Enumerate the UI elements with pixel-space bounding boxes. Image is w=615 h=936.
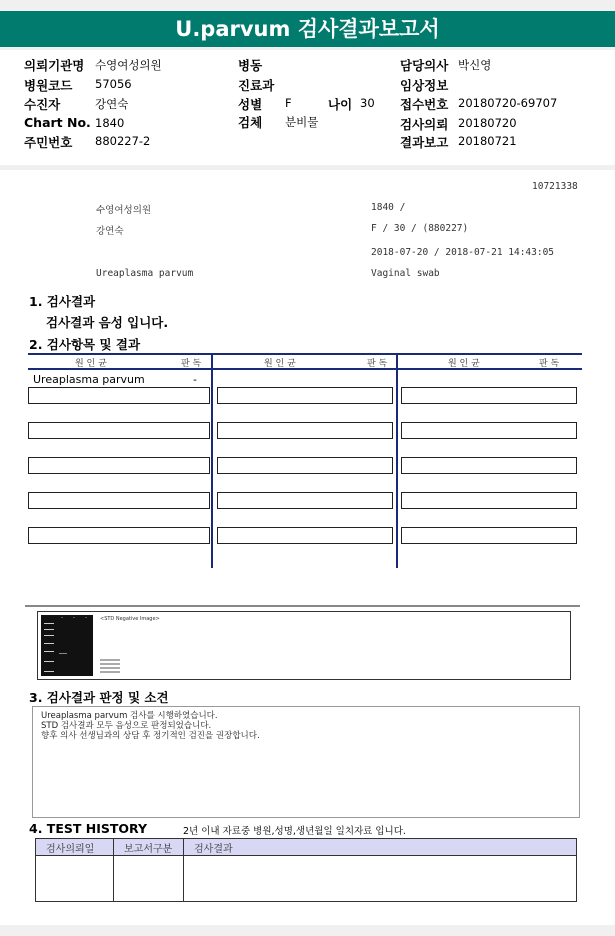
ward-label: 병동 [238, 58, 263, 73]
gel-image-box [37, 611, 571, 680]
patient-text: 강연숙 [96, 226, 124, 237]
section-2-title: 2. 검사항목 및 결과 [29, 337, 141, 352]
results-table-header [28, 353, 582, 370]
result-cell [401, 387, 577, 404]
opinion-line: Ureaplasma parvum 검사를 시행하였습니다. [41, 711, 218, 721]
result-cell [28, 387, 210, 404]
hospital-name-value: 수영여성의원 [95, 58, 162, 72]
history-header-request-date: 검사의뢰일 [36, 839, 114, 856]
result-cell [401, 422, 577, 439]
sex-label: 성별 [238, 97, 263, 112]
result-cell [217, 387, 393, 404]
judge-header-1: 판 독 [181, 359, 202, 369]
doctor-label: 담당의사 [400, 58, 449, 73]
hospital-code-value: 57056 [95, 77, 132, 91]
section-1-title: 1. 검사결과 [29, 294, 96, 309]
result-cell [401, 457, 577, 474]
result-text: 검사결과 음성 입니다. [46, 315, 169, 330]
patient-header [0, 50, 615, 165]
section-3-title: 3. 검사결과 판정 및 소견 [29, 690, 169, 705]
result-cell [401, 492, 577, 509]
report-title: U.parvum 검사결과보고서 [0, 11, 615, 47]
result-cell [217, 492, 393, 509]
test-name-text: Ureaplasma parvum [96, 268, 194, 279]
doctor-value: 박신영 [458, 58, 492, 72]
result-cell [217, 422, 393, 439]
specimen-value: 분비물 [285, 115, 319, 129]
hospital-text: 수영여성의원 [96, 205, 152, 216]
divider [25, 605, 580, 607]
table-divider [211, 353, 213, 568]
organism-header-1: 원 인 균 [75, 359, 107, 369]
opinion-line: STD 검사결과 모두 음성으로 판정되었습니다. [41, 721, 212, 731]
sex-value: F [285, 96, 292, 110]
request-date-value: 20180720 [458, 116, 517, 130]
history-cell [36, 856, 114, 902]
clinical-info-label: 임상정보 [400, 78, 449, 93]
chart-no-value: 1840 [95, 116, 125, 130]
receipt-no-value: 20180720-69707 [458, 96, 558, 110]
organism-header-2: 원 인 균 [264, 359, 296, 369]
chart-slash-text: 1840 / [371, 202, 406, 213]
result-cell [401, 527, 577, 544]
history-table [35, 838, 577, 902]
first-organism: Ureaplasma parvum [33, 373, 145, 386]
hospital-code-label: 병원코드 [24, 78, 73, 93]
age-label: 나이 [328, 97, 353, 112]
first-result: - [193, 373, 197, 386]
request-date-label: 검사의뢰 [400, 117, 449, 132]
history-note: 2년 이내 자료중 병원,성명,생년월일 일치자료 입니다. [183, 826, 406, 837]
result-cell [217, 527, 393, 544]
chart-no-label: Chart No. [24, 115, 91, 130]
dates-text: 2018-07-20 / 2018-07-21 14:43:05 [371, 247, 555, 258]
resident-no-label: 주민번호 [24, 135, 73, 150]
report-date-label: 결과보고 [400, 135, 449, 150]
patient-label: 수진자 [24, 97, 61, 112]
resident-no-value: 880227-2 [95, 134, 151, 148]
specimen-label: 검체 [238, 115, 263, 130]
section-4-title: 4. TEST HISTORY [29, 821, 148, 836]
organism-header-3: 원 인 균 [448, 359, 480, 369]
judge-header-3: 판 독 [539, 359, 560, 369]
sex-age-text: F / 30 / (880227) [371, 223, 469, 234]
age-value: 30 [360, 96, 375, 110]
history-header-result: 검사결과 [184, 839, 577, 856]
hospital-name-label: 의뢰기관명 [24, 58, 85, 73]
department-label: 진료과 [238, 78, 275, 93]
document-number: 10721338 [532, 181, 578, 192]
history-header-report-type: 보고서구분 [114, 839, 184, 856]
result-cell [28, 422, 210, 439]
table-divider [396, 353, 398, 568]
history-cell [114, 856, 184, 902]
report-date-value: 20180721 [458, 134, 517, 148]
report-body [0, 170, 615, 925]
patient-value: 강연숙 [95, 97, 129, 111]
gel-electrophoresis-image [41, 615, 93, 676]
result-cell [217, 457, 393, 474]
results-table [28, 353, 582, 568]
receipt-no-label: 접수번호 [400, 97, 449, 112]
opinion-line: 향후 의사 선생님과의 상담 후 정기적인 검진을 권장합니다. [41, 731, 260, 741]
specimen-text: Vaginal swab [371, 268, 440, 279]
opinion-box [32, 706, 580, 818]
history-cell [184, 856, 577, 902]
result-cell [28, 527, 210, 544]
result-cell [28, 457, 210, 474]
judge-header-2: 판 독 [367, 359, 388, 369]
gel-caption: <STD Negative Image> [100, 616, 160, 622]
result-cell [28, 492, 210, 509]
